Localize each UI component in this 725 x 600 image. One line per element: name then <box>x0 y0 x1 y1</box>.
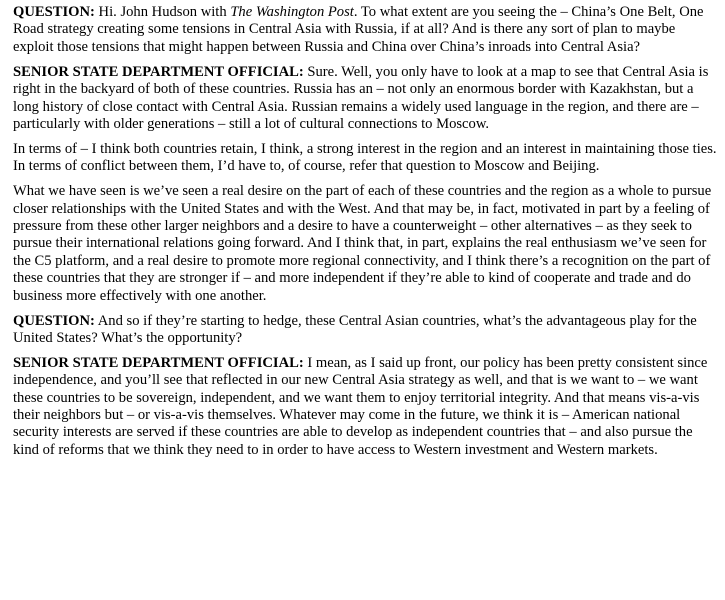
paragraph-text: Hi. John Hudson with <box>94 4 231 20</box>
answer-continuation-paragraph <box>13 183 718 305</box>
paragraph-text: . To what extent are you seeing the – China’s One Belt, One Road strategy creating some tensions in Central Asia with Russia, if at all? And is there any sort of plan to maybe exploit those tensions that might happen between Russia and China over China’s inroads into Central Asia? <box>13 4 704 55</box>
publication-name: The Washington Post <box>230 4 354 20</box>
answer-paragraph <box>13 64 718 134</box>
speaker-label: QUESTION: <box>13 4 95 20</box>
transcript-page <box>13 4 718 467</box>
paragraph-text: In terms of – I think both countries retain, I think, a strong interest in the region and an interest in maintaining those ties. In terms of conflict between them, I’d have to, of course, refer that question to Moscow and Beijing. <box>13 140 717 175</box>
speaker-label: QUESTION: <box>13 312 95 329</box>
speaker-label: SENIOR STATE DEPARTMENT OFFICIAL: <box>13 63 304 80</box>
answer-continuation-paragraph <box>13 141 718 176</box>
paragraph-text: And so if they’re starting to hedge, these Central Asian countries, what’s the advantageous play for the United States? What’s the opportunity? <box>13 312 697 346</box>
question-paragraph <box>13 4 718 56</box>
paragraph-text: Sure. Well, you only have to look at a map to see that Central Asia is right in the backyard of both of these countries. Russia has an – not only an enormous border with Kazakhstan, but a long history of close contact with Central Asia. Russian remains a widely used language in the region, and there are – particularly with older generations – still a lot of cultural connections to Moscow. <box>13 63 709 132</box>
paragraph-text: What we have seen is we’ve seen a real desire on the part of each of these countries and the region as a whole to pursue closer relationships with the United States and with the West. And that may be, in fact, motivated in part by a feeling of pressure from these other larger neighbors and a desire to have a counterweight – other alternatives – as they seek to pursue their international relations going forward. And I think that, in part, explains the real enthusiasm we’ve seen for the C5 platform, and a real desire to promote more regional connectivity, and I think there’s a recognition on the part of these countries that they are stronger if – and more independent if they’re able to kind of cooperate and trade and do business more effectively with one another. <box>13 183 712 304</box>
answer-paragraph <box>13 355 718 459</box>
speaker-label: SENIOR STATE DEPARTMENT OFFICIAL: <box>13 354 304 371</box>
paragraph-text: I mean, as I said up front, our policy has been pretty consistent since independence, and you’ll see that reflected in our new Central Asia strategy as well, and that is we want to – we want these countries to be sovereign, independent, and we want them to enjoy territorial integrity. And that means vis-a-vis their neighbors but – or vis-a-vis themselves. Whatever may come in the future, we think it is – American national security interests are served if these countries are able to develop as independent countries that – and also pursue the kind of reforms that we think they need to in order to have access to Western investment and Western markets. <box>13 354 708 458</box>
question-paragraph <box>13 313 718 348</box>
